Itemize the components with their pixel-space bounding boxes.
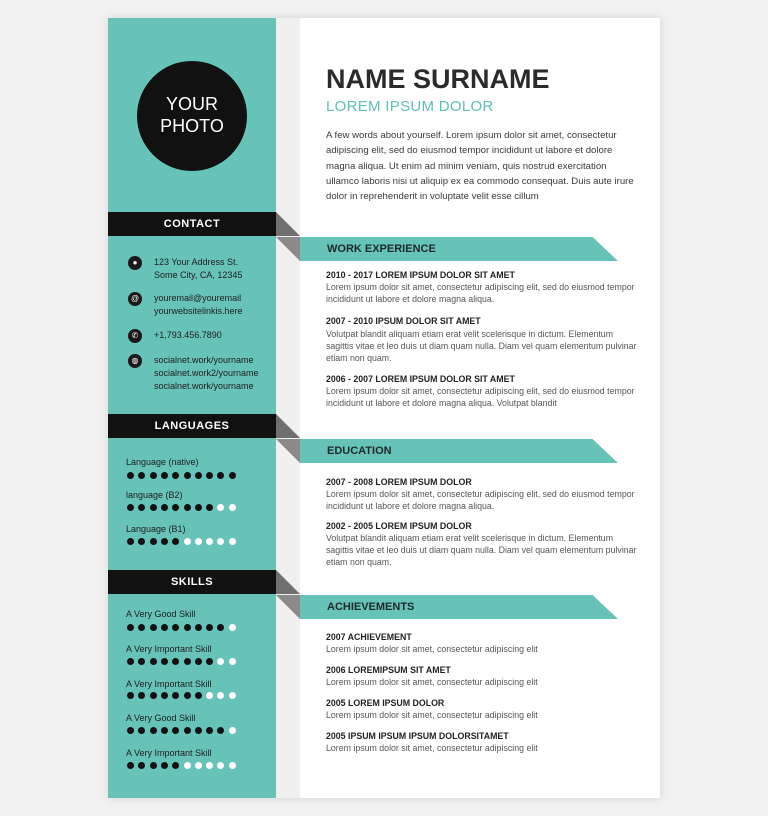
rating-dot-filled: [150, 504, 157, 511]
rating-dot-filled: [184, 504, 191, 511]
photo-placeholder: [137, 61, 247, 171]
photo-label-line1: YOUR: [165, 94, 218, 114]
rating-dot-filled: [127, 472, 134, 479]
rating-dot-empty: [229, 762, 236, 769]
entry-body: Lorem ipsum dolor sit amet, consectetur adipiscing elit: [326, 644, 538, 654]
entry-body: Volutpat blandit aliquam etiam erat velit scelerisque in dictum. Elementum sagittis vitae et leo duis ut diam quam nulla. Diam vel quam elementum pulvinar etiam non quam.: [326, 329, 637, 364]
entry-title: 2007 - 2010 IPSUM DOLOR SIT AMET: [326, 316, 481, 326]
skill-label: A Very Good Skill: [126, 609, 196, 619]
work-section-title: WORK EXPERIENCE: [327, 243, 436, 255]
entry-body: Lorem ipsum dolor sit amet, consectetur adipiscing elit: [326, 743, 538, 753]
phone-text[interactable]: +1,793.456.7890: [154, 330, 222, 340]
rating-dot-filled: [150, 538, 157, 545]
rating-dot-filled: [127, 727, 134, 734]
entry-title: 2010 - 2017 LOREM IPSUM DOLOR SIT AMET: [326, 270, 515, 280]
website-text[interactable]: yourwebsitelinkis.here: [154, 306, 243, 316]
intro-paragraph: A few words about yourself. Lorem ipsum dolor sit amet, consectetur adipiscing elit, sed do eiusmod tempor incididunt ut labore et dolore magna aliqua. Ut enim ad minim veniam, quis nostrud exercitation ullamco laboris nisi ut aliquip ex ea commodo consequat. Duis aute irure dolor in reprehenderit in voluptate velit esse cillum: [326, 130, 634, 203]
rating-dot-filled: [161, 658, 168, 665]
entry-body: Lorem ipsum dolor sit amet, consectetur adipiscing elit, sed do eiusmod tempor incididunt ut labore et dolore magna aliqua.: [326, 282, 635, 305]
rating-dot-empty: [229, 624, 236, 631]
social-link-1[interactable]: socialnet.work/yourname: [154, 355, 254, 365]
entry-body: Lorem ipsum dolor sit amet, consectetur adipiscing elit: [326, 677, 538, 687]
entry-body: Lorem ipsum dolor sit amet, consectetur adipiscing elit: [326, 710, 538, 720]
rating-dot-empty: [229, 538, 236, 545]
rating-dot-filled: [195, 727, 202, 734]
contact-heading: CONTACT: [108, 212, 276, 236]
rating-dot-empty: [229, 692, 236, 699]
rating-dot-filled: [127, 692, 134, 699]
address-line-1: 123 Your Address St.: [154, 257, 239, 267]
entry-title: 2005 LOREM IPSUM DOLOR: [326, 698, 445, 708]
sidebar-divider: [276, 18, 300, 798]
entry-body: Lorem ipsum dolor sit amet, consectetur adipiscing elit, sed do eiusmod tempor incididunt ut labore et dolore magna aliqua.: [326, 489, 635, 512]
education-section-title: EDUCATION: [327, 445, 392, 457]
achievements-section-title: ACHIEVEMENTS: [327, 601, 415, 613]
social-link-3[interactable]: socialnet.work/yourname: [154, 381, 254, 391]
rating-dot-filled: [161, 538, 168, 545]
entry-title: 2006 LOREMIPSUM SIT AMET: [326, 665, 451, 675]
rating-dot-filled: [127, 538, 134, 545]
rating-dot-filled: [150, 624, 157, 631]
rating-dot-filled: [184, 727, 191, 734]
rating-dot-filled: [161, 472, 168, 479]
rating-dot-empty: [195, 762, 202, 769]
at-sign-icon: @: [128, 292, 142, 306]
rating-dot-filled: [195, 692, 202, 699]
photo-label-line2: PHOTO: [160, 116, 224, 136]
rating-dot-filled: [161, 692, 168, 699]
skill-label: A Very Important Skill: [126, 748, 212, 758]
entry-title: 2002 - 2005 LOREM IPSUM DOLOR: [326, 521, 472, 531]
language-label: language (B2): [126, 490, 183, 500]
entry-title: 2007 ACHIEVEMENT: [326, 632, 412, 642]
rating-dot-filled: [195, 504, 202, 511]
rating-dot-filled: [184, 624, 191, 631]
rating-dot-filled: [150, 727, 157, 734]
rating-dot-filled: [195, 472, 202, 479]
email-text[interactable]: youremail@youremail: [154, 293, 242, 303]
rating-dot-empty: [229, 504, 236, 511]
entry-title: 2007 - 2008 LOREM IPSUM DOLOR: [326, 477, 472, 487]
rating-dot-empty: [195, 538, 202, 545]
address-line-2: Some City, CA, 12345: [154, 270, 243, 280]
rating-dot-filled: [229, 472, 236, 479]
entry-body: Lorem ipsum dolor sit amet, consectetur adipiscing elit, sed do eiusmod tempor incididunt ut labore et dolore magna aliqua. Volutpat blandit: [326, 386, 635, 409]
candidate-title: LOREM IPSUM DOLOR: [326, 98, 494, 115]
entry-body: Volutpat blandit aliquam etiam erat velit scelerisque in dictum. Elementum sagittis vitae et leo duis ut diam quam nulla. Diam vel quam elementum pulvinar etiam non quam.: [326, 533, 637, 568]
rating-dot-filled: [150, 692, 157, 699]
rating-dot-filled: [184, 692, 191, 699]
rating-dot-filled: [195, 624, 202, 631]
rating-dot-empty: [184, 538, 191, 545]
language-label: Language (B1): [126, 524, 186, 534]
resume-page: [108, 18, 660, 798]
rating-dot-filled: [150, 472, 157, 479]
rating-dot-filled: [184, 472, 191, 479]
rating-dot-empty: [229, 658, 236, 665]
globe-icon: ◍: [128, 354, 142, 368]
social-link-2[interactable]: socialnet.work2/yourname: [154, 368, 259, 378]
rating-dot-filled: [184, 658, 191, 665]
rating-dot-filled: [127, 762, 134, 769]
phone-icon: ✆: [128, 329, 142, 343]
entry-title: 2006 - 2007 LOREM IPSUM DOLOR SIT AMET: [326, 374, 515, 384]
rating-dot-filled: [127, 658, 134, 665]
skills-heading: SKILLS: [108, 570, 276, 594]
rating-dot-filled: [161, 727, 168, 734]
rating-dot-filled: [127, 504, 134, 511]
skill-label: A Very Important Skill: [126, 644, 212, 654]
rating-dot-filled: [195, 658, 202, 665]
rating-dot-filled: [127, 624, 134, 631]
rating-dot-filled: [150, 658, 157, 665]
skill-label: A Very Important Skill: [126, 679, 212, 689]
rating-dot-filled: [161, 762, 168, 769]
location-pin-icon: ●: [128, 256, 142, 270]
rating-dot-filled: [150, 762, 157, 769]
candidate-name: NAME SURNAME: [326, 64, 550, 94]
rating-dot-filled: [161, 624, 168, 631]
languages-heading: LANGUAGES: [108, 414, 276, 438]
rating-dot-empty: [184, 762, 191, 769]
entry-title: 2005 IPSUM IPSUM IPSUM DOLORSITAMET: [326, 731, 509, 741]
language-label: Language (native): [126, 457, 199, 467]
rating-dot-empty: [229, 727, 236, 734]
rating-dot-filled: [161, 504, 168, 511]
skill-label: A Very Good Skill: [126, 713, 196, 723]
